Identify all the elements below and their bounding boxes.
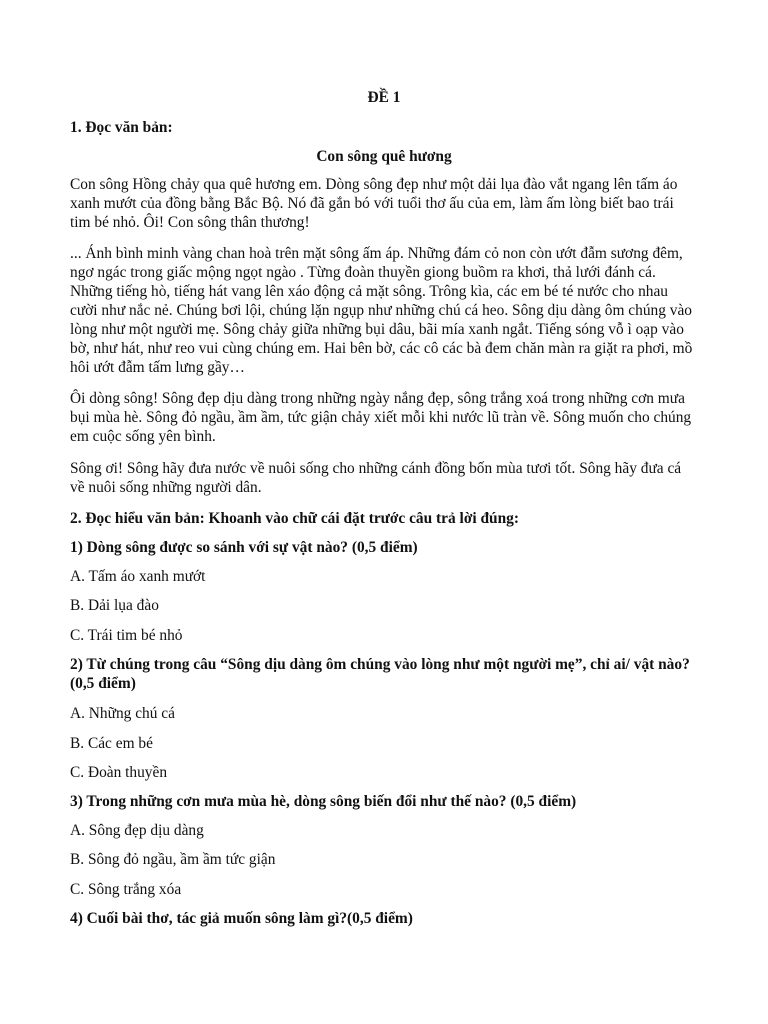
passage-paragraph-3: Ôi dòng sông! Sông đẹp dịu dàng trong những ngày nắng đẹp, sông trắng xoá trong những cơn mưa bụi mùa hè. Sông đỏ ngầu, ầm ầm, tức giận chảy xiết mỗi khi nước lũ tràn về. Sông muốn cho chúng em cuộc sống yên bình. (70, 390, 692, 445)
question-1: 1) Dòng sông được so sánh với sự vật nào? (0,5 điểm) (70, 539, 418, 556)
question-3-option-a: A. Sông đẹp dịu dàng (70, 822, 204, 839)
question-2: 2) Từ chúng trong câu “Sông dịu dàng ôm chúng vào lòng như một người mẹ”, chỉ ai/ vật nào? (0,5 điểm) (70, 656, 690, 692)
question-4: 4) Cuối bài thơ, tác giả muốn sông làm gì?(0,5 điểm) (70, 910, 413, 927)
question-3-option-c: C. Sông trắng xóa (70, 881, 182, 898)
question-2-option-c: C. Đoàn thuyền (70, 764, 168, 781)
exam-title: ĐỀ 1 (367, 89, 401, 106)
question-1-option-b: B. Dải lụa đào (70, 597, 159, 614)
passage-paragraph-4: Sông ơi! Sông hãy đưa nước về nuôi sống cho những cánh đồng bốn mùa tươi tốt. Sông hãy đưa cá về nuôi sống những người dân. (70, 460, 682, 496)
passage-title: Con sông quê hương (316, 148, 452, 165)
question-2-option-b: B. Các em bé (70, 735, 153, 752)
section-reading-heading: 1. Đọc văn bản: (70, 119, 173, 136)
question-1-option-c: C. Trái tim bé nhỏ (70, 627, 183, 644)
passage-paragraph-1: Con sông Hồng chảy qua quê hương em. Dòng sông đẹp như một dải lụa đào vắt ngang lên tấm áo xanh mướt của đồng bằng Bắc Bộ. Nó đã gắn bó với tuổi thơ ấu của em, làm ấm lòng biết bao trái tim bé nhỏ. Ôi! Con sông thân thương! (70, 176, 678, 231)
section-comprehension-heading: 2. Đọc hiểu văn bản: Khoanh vào chữ cái đặt trước câu trả lời đúng: (70, 510, 519, 527)
document-page (70, 0, 698, 1024)
question-3: 3) Trong những cơn mưa mùa hè, dòng sông biến đổi như thế nào? (0,5 điểm) (70, 793, 577, 810)
question-3-option-b: B. Sông đỏ ngầu, ầm ầm tức giận (70, 851, 276, 868)
passage-paragraph-2: ... Ánh bình minh vàng chan hoà trên mặt sông ấm áp. Những đám cỏ non còn ướt đẫm sương đêm, ngơ ngác trong giấc mộng ngọt ngào . Từng đoàn thuyền giong buồm ra khơi, thả lưới đánh cá. Những tiếng hò, tiếng hát vang lên xáo động cả mặt sông. Trông kìa, các em bé té nước cho nhau cười như nắc nẻ. Chúng bơi lội, chúng lặn ngụp như những chú cá heo. Sông dịu dàng ôm chúng vào lòng như một người mẹ. Sông chảy giữa những bụi dâu, bãi mía xanh ngắt. Tiếng sóng vỗ ì oạp vào bờ, như hát, như reo vui cùng chúng em. Hai bên bờ, các cô các bà đem chăn màn ra giặt ra phơi, mồ hôi ướt đẫm tấm lưng gầy… (70, 245, 693, 376)
question-2-option-a: A. Những chú cá (70, 705, 175, 722)
question-1-option-a: A. Tấm áo xanh mướt (70, 568, 206, 585)
